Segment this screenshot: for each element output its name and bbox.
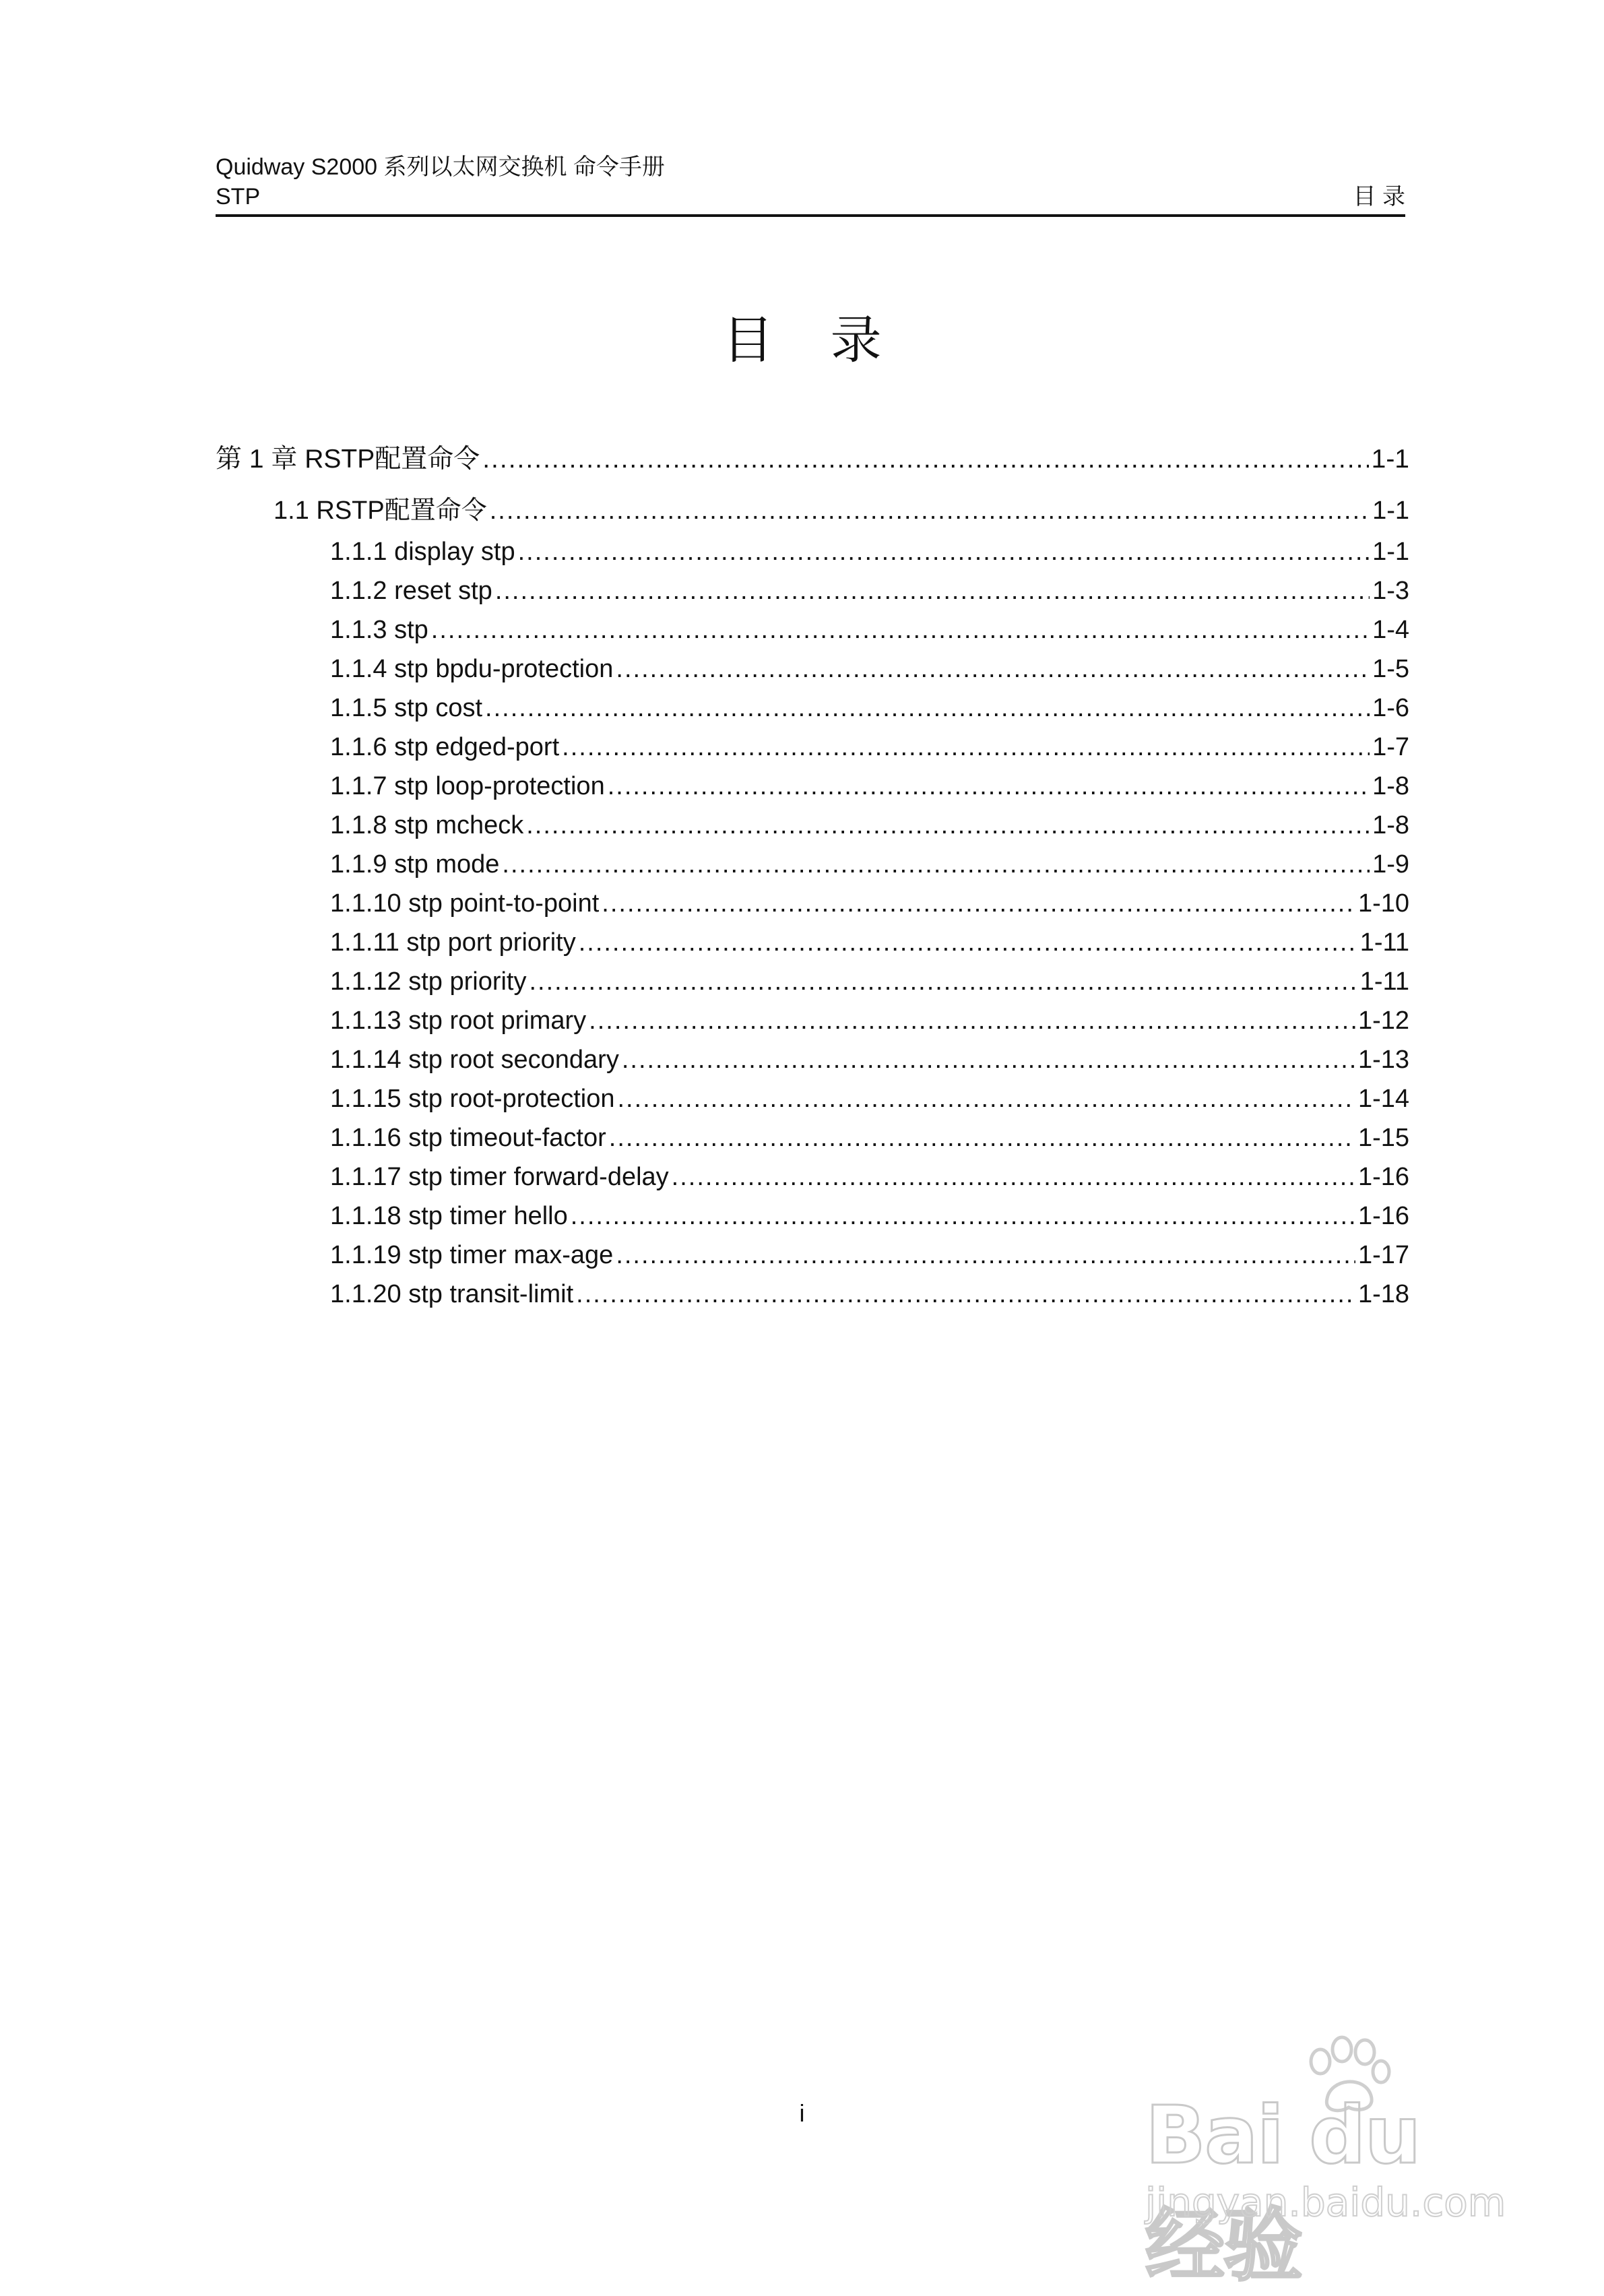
toc-entry-page: 1-15 bbox=[1357, 1124, 1409, 1152]
toc-entry-page: 1-18 bbox=[1357, 1280, 1409, 1308]
toc-leader-dots bbox=[495, 577, 1370, 606]
page-header bbox=[216, 152, 1405, 212]
toc-entry-label: 1.1.10 stp point-to-point bbox=[330, 889, 600, 918]
toc-entry[interactable] bbox=[216, 967, 1409, 1007]
toc-entry-label: 1.1.5 stp cost bbox=[330, 694, 483, 722]
toc-entry-page: 1-1 bbox=[1372, 538, 1409, 566]
toc-entry-page: 1-8 bbox=[1372, 772, 1409, 800]
toc-entry-label: 1.1.19 stp timer max-age bbox=[330, 1241, 614, 1269]
toc-leader-dots bbox=[602, 889, 1355, 918]
toc-entry-label: 1.1.14 stp root secondary bbox=[330, 1046, 619, 1074]
toc-entry-label: 1.1.11 stp port priority bbox=[330, 928, 576, 957]
toc-entry[interactable] bbox=[216, 1124, 1409, 1163]
toc-entry[interactable] bbox=[216, 694, 1409, 733]
page-title: 目 录 bbox=[722, 310, 902, 370]
toc-entry-label: 1.1.12 stp priority bbox=[330, 967, 527, 996]
toc-entry[interactable] bbox=[216, 1241, 1409, 1280]
toc-entry-page: 1-10 bbox=[1357, 889, 1409, 918]
toc-leader-dots bbox=[485, 694, 1370, 723]
toc-entry-page: 1-1 bbox=[1371, 445, 1409, 474]
watermark bbox=[1145, 2041, 1522, 2292]
toc-leader-dots bbox=[529, 967, 1357, 996]
toc-entry[interactable] bbox=[216, 538, 1409, 577]
toc-entry-label: 1.1.7 stp loop-protection bbox=[330, 772, 605, 800]
toc-entry[interactable] bbox=[216, 577, 1409, 616]
header-contents-label: 目 录 bbox=[1353, 184, 1405, 210]
toc-entry-label: 1.1 RSTP配置命令 bbox=[274, 497, 487, 525]
toc-entry-page: 1-16 bbox=[1357, 1163, 1409, 1191]
toc-entry[interactable] bbox=[216, 1085, 1409, 1124]
toc-entry[interactable] bbox=[216, 811, 1409, 850]
toc-entry-page: 1-7 bbox=[1372, 733, 1409, 761]
toc-entry-label: 1.1.9 stp mode bbox=[330, 850, 500, 879]
toc-entry-label: 1.1.15 stp root-protection bbox=[330, 1085, 615, 1113]
toc-entry-page: 1-12 bbox=[1357, 1007, 1409, 1035]
toc-entry-page: 1-11 bbox=[1359, 967, 1409, 996]
toc-entry-page: 1-9 bbox=[1372, 850, 1409, 879]
toc-entry-label: 1.1.1 display stp bbox=[330, 538, 515, 566]
toc-leader-dots bbox=[431, 616, 1370, 645]
watermark-brand: Bai du 经验 bbox=[1145, 2088, 1420, 2292]
page-number: i bbox=[799, 2099, 805, 2127]
toc-entry-page: 1-6 bbox=[1372, 694, 1409, 722]
toc-leader-dots bbox=[502, 850, 1370, 879]
toc-entry-page: 1-17 bbox=[1357, 1241, 1409, 1269]
toc-leader-dots bbox=[622, 1046, 1355, 1075]
toc-entry[interactable] bbox=[216, 1046, 1409, 1085]
toc-entry-page: 1-16 bbox=[1357, 1202, 1409, 1230]
header-row bbox=[216, 182, 1405, 212]
toc-entry-label: 1.1.16 stp timeout-factor bbox=[330, 1124, 606, 1152]
toc-entry[interactable] bbox=[216, 1202, 1409, 1241]
toc-entry-page: 1-11 bbox=[1359, 928, 1409, 957]
toc-leader-dots bbox=[579, 928, 1357, 957]
toc-entry-label: 1.1.18 stp timer hello bbox=[330, 1202, 568, 1230]
toc-leader-dots bbox=[518, 538, 1370, 567]
toc-entry[interactable] bbox=[216, 1280, 1409, 1319]
toc-entry-page: 1-5 bbox=[1372, 655, 1409, 683]
header-product-title: Quidway S2000 系列以太网交换机 命令手册 bbox=[216, 154, 665, 180]
toc-entry[interactable] bbox=[216, 889, 1409, 928]
toc-leader-dots bbox=[482, 445, 1368, 474]
toc-entry-label: 1.1.6 stp edged-port bbox=[330, 733, 560, 761]
toc-leader-dots bbox=[571, 1202, 1355, 1231]
toc-entry-label: 1.1.2 reset stp bbox=[330, 577, 492, 605]
toc-leader-dots bbox=[490, 497, 1370, 525]
header-rule bbox=[216, 214, 1405, 217]
toc-leader-dots bbox=[609, 1124, 1355, 1153]
toc-entry[interactable] bbox=[216, 1007, 1409, 1046]
toc-entry-page: 1-3 bbox=[1372, 577, 1409, 605]
toc-leader-dots bbox=[617, 1085, 1355, 1114]
toc-entry-label: 1.1.4 stp bpdu-protection bbox=[330, 655, 614, 683]
toc-entry-label: 1.1.17 stp timer forward-delay bbox=[330, 1163, 669, 1191]
toc-entry-page: 1-14 bbox=[1357, 1085, 1409, 1113]
toc-entry[interactable] bbox=[216, 438, 1409, 489]
toc-leader-dots bbox=[576, 1280, 1355, 1309]
toc-entry-label: 1.1.8 stp mcheck bbox=[330, 811, 524, 839]
toc-leader-dots bbox=[562, 733, 1370, 762]
toc-entry-page: 1-4 bbox=[1372, 616, 1409, 644]
toc-leader-dots bbox=[608, 772, 1370, 801]
toc-entry[interactable] bbox=[216, 616, 1409, 655]
toc-entry-label: 1.1.13 stp root primary bbox=[330, 1007, 587, 1035]
toc-entry[interactable] bbox=[216, 1163, 1409, 1202]
toc-entry[interactable] bbox=[216, 655, 1409, 694]
toc-entry-page: 1-1 bbox=[1372, 497, 1409, 525]
toc-entry[interactable] bbox=[216, 928, 1409, 967]
toc-leader-dots bbox=[526, 811, 1370, 840]
toc-leader-dots bbox=[616, 1241, 1355, 1270]
toc-entry[interactable] bbox=[216, 733, 1409, 772]
toc-entry-page: 1-13 bbox=[1357, 1046, 1409, 1074]
toc-entry[interactable] bbox=[216, 772, 1409, 811]
toc-entry-label: 第 1 章 RSTP配置命令 bbox=[216, 445, 480, 474]
table-of-contents bbox=[216, 438, 1409, 1319]
toc-entry-page: 1-8 bbox=[1372, 811, 1409, 839]
toc-leader-dots bbox=[672, 1163, 1355, 1192]
toc-entry-label: 1.1.20 stp transit-limit bbox=[330, 1280, 574, 1308]
toc-leader-dots bbox=[589, 1007, 1355, 1035]
toc-entry[interactable] bbox=[216, 489, 1409, 538]
toc-entry-label: 1.1.3 stp bbox=[330, 616, 428, 644]
header-section-name: STP bbox=[216, 184, 261, 210]
watermark-url: jingyan.baidu.com bbox=[1145, 2179, 1506, 2225]
toc-leader-dots bbox=[616, 655, 1370, 684]
toc-entry[interactable] bbox=[216, 850, 1409, 889]
